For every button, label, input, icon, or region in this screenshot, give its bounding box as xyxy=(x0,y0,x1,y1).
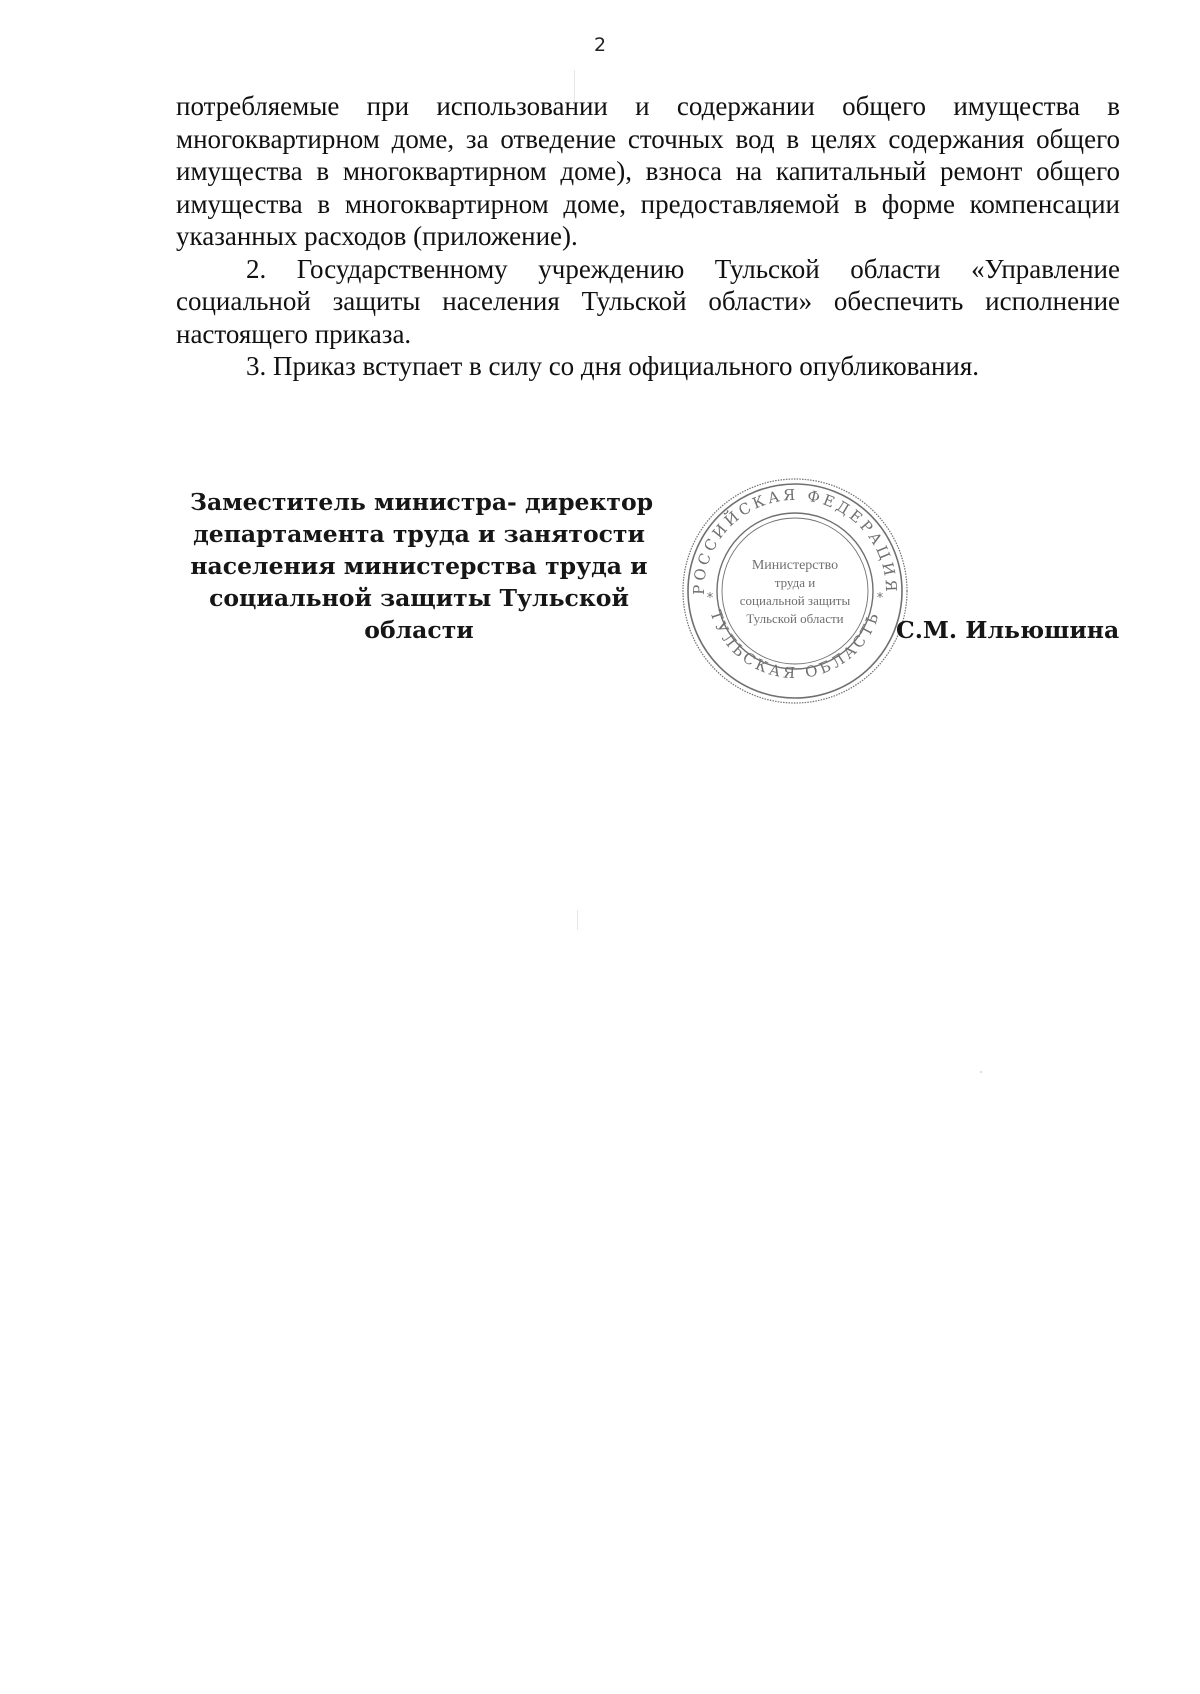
paragraph-continuation: потребляемые при использовании и содержании общего имущества в многоквартирном доме, за отведение сточных вод в целях содержания общего имущества в многоквартирном доме), взноса на капитальный ремонт общего имущества в многоквартирном доме, предоставляемой в форме компенсации указанных расходов (приложение). xyxy=(176,91,1120,251)
seal-bottom-text: ТУЛЬСКАЯ ОБЛАСТЬ xyxy=(706,607,884,683)
scan-artifact xyxy=(574,70,575,110)
seal-star-right-icon: * xyxy=(876,591,884,606)
scan-artifact xyxy=(980,1071,982,1073)
seal-star-left-icon: * xyxy=(706,591,714,606)
paragraph-item-2: 2. Государственному учреждению Тульской области «Управление социальной защиты населения Тульской области» обеспечить исполнение настоящего приказа. xyxy=(176,253,1120,349)
paragraph-item-3: 3. Приказ вступает в силу со дня официального опубликования. xyxy=(246,351,980,381)
seal-center-line: труда и xyxy=(774,575,816,590)
seal-top-text: РОССИЙСКАЯ ФЕДЕРАЦИЯ xyxy=(689,485,901,596)
seal-center-line: социальной защиты xyxy=(739,593,851,608)
scan-artifact xyxy=(577,910,578,930)
signatory-position xyxy=(190,486,654,646)
order-body-text xyxy=(176,90,1120,383)
signatory-position-line: социальной защиты Тульской xyxy=(209,584,629,612)
signatory-position-line: населения министерства труда и xyxy=(190,552,648,580)
seal-center-line: Тульской области xyxy=(746,611,844,626)
signatory-position-line: области xyxy=(364,616,474,644)
page-number: 2 xyxy=(593,34,607,56)
signatory-position-line: Заместитель министра- директор xyxy=(190,488,654,516)
signer-name: С.М. Ильюшина xyxy=(896,616,1120,644)
seal-center-line: Министерство xyxy=(751,558,839,573)
signatory-position-line: департамента труда и занятости xyxy=(193,520,645,548)
official-seal-stamp xyxy=(680,476,910,706)
